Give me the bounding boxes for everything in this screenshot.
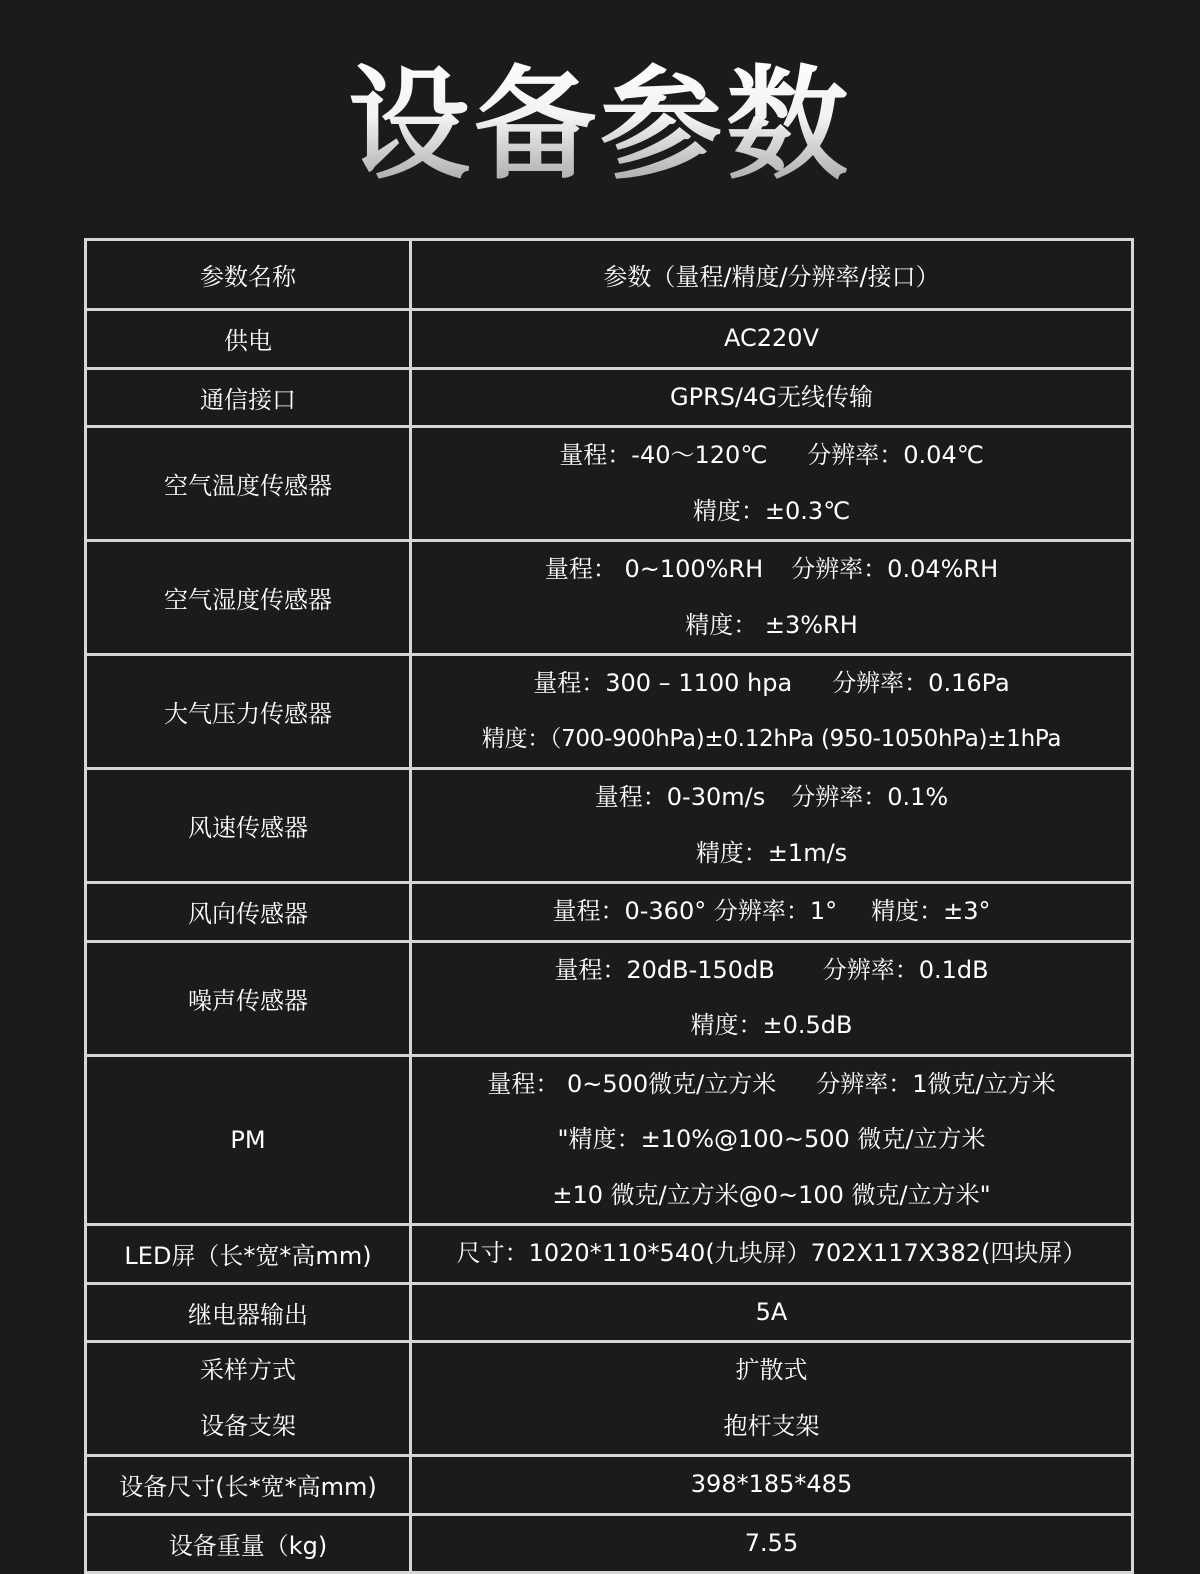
- range-text: 量程： 0~500微克/立方米: [487, 1069, 777, 1098]
- table-row: [86, 883, 1133, 942]
- row-value: [411, 769, 1133, 883]
- row-label: 空气湿度传感器: [86, 541, 411, 655]
- row-label: 设备重量（kg): [86, 1514, 411, 1573]
- row-label: 大气压力传感器: [86, 655, 411, 769]
- row-value: [411, 368, 1133, 427]
- value-line: 398*185*485: [690, 1470, 853, 1498]
- table-row: [86, 1055, 1133, 1225]
- resolution-text: 分辨率：0.04℃: [807, 441, 984, 469]
- value-line: 精度：±1m/s: [695, 838, 848, 867]
- row-label: LED屏（长*宽*高mm): [86, 1225, 411, 1284]
- value-line: 5A: [755, 1297, 788, 1326]
- value-line: 精度：±0.5dB: [690, 1011, 853, 1039]
- table-row: [86, 655, 1133, 769]
- table-header-row: [86, 240, 1133, 310]
- value-line: [418, 770, 1125, 826]
- parameter-table: [84, 238, 1134, 1574]
- range-text: 量程：300 – 1100 hpa: [533, 669, 793, 697]
- resolution-text: 分辨率：0.04%RH: [791, 555, 999, 583]
- row-value: [411, 427, 1133, 541]
- row-value: [411, 1283, 1133, 1342]
- resolution-text: 分辨率：0.16Pa: [832, 669, 1010, 697]
- row-value: [411, 883, 1133, 942]
- value-line: 精度： ±3%RH: [685, 610, 858, 639]
- row-label: 风向传感器: [86, 883, 411, 942]
- value-line: 扩散式: [735, 1356, 808, 1384]
- table-row: [86, 941, 1133, 1055]
- resolution-text: 分辨率：0.1dB: [822, 955, 989, 984]
- row-label-line: 设备支架: [200, 1411, 296, 1440]
- range-text: 量程：0-30m/s: [594, 783, 766, 811]
- row-label: 通信接口: [86, 368, 411, 427]
- range-text: 量程：20dB-150dB: [554, 955, 775, 984]
- table-row: [86, 1456, 1133, 1515]
- row-value: [411, 1342, 1133, 1456]
- row-value: [411, 1514, 1133, 1573]
- value-line: 7.55: [744, 1528, 799, 1557]
- value-line: 精度：（700-900hPa)±0.12hPa (950-1050hPa)±1hPa: [481, 725, 1062, 752]
- table-row: [86, 1283, 1133, 1342]
- table-row: [86, 1514, 1133, 1573]
- table-row: [86, 427, 1133, 541]
- value-line: GPRS/4G无线传输: [670, 382, 873, 411]
- row-label: PM: [86, 1055, 411, 1225]
- value-line: "精度：±10%@100~500 微克/立方米: [557, 1125, 986, 1153]
- row-label: 供电: [86, 310, 411, 369]
- accuracy-text: 精度：±3°: [871, 897, 991, 925]
- row-value: [411, 1055, 1133, 1225]
- table-row: [86, 1342, 1133, 1456]
- table-row: [86, 1225, 1133, 1284]
- table-row: [86, 310, 1133, 369]
- value-line: [418, 1057, 1125, 1113]
- table-row: [86, 368, 1133, 427]
- row-value: [411, 1225, 1133, 1284]
- row-label: 风速传感器: [86, 769, 411, 883]
- value-line: 精度：±0.3℃: [692, 496, 851, 525]
- resolution-text: 分辨率：1微克/立方米: [816, 1069, 1056, 1098]
- row-label: 设备尺寸(长*宽*高mm): [86, 1456, 411, 1515]
- value-line: [418, 428, 1125, 484]
- row-label-line: 采样方式: [200, 1356, 296, 1384]
- value-line: 抱杆支架: [723, 1411, 820, 1440]
- row-value: [411, 310, 1133, 369]
- value-line: ±10 微克/立方米@0~100 微克/立方米": [552, 1180, 991, 1209]
- value-line: [418, 656, 1125, 712]
- row-value: [411, 655, 1133, 769]
- resolution-text: 分辨率：0.1%: [791, 783, 949, 811]
- row-value: [411, 541, 1133, 655]
- row-label: 空气温度传感器: [86, 427, 411, 541]
- value-line: 尺寸：1020*110*540(九块屏）702X117X382(四块屏）: [456, 1239, 1087, 1267]
- range-text: 量程： 0~100%RH: [544, 555, 764, 583]
- row-label: [86, 1342, 411, 1456]
- range-resolution-text: 量程：0-360° 分辨率：1°: [552, 897, 838, 925]
- value-line: AC220V: [724, 324, 819, 352]
- row-value: [411, 941, 1133, 1055]
- row-label: 噪声传感器: [86, 941, 411, 1055]
- row-label: 继电器输出: [86, 1283, 411, 1342]
- row-value: [411, 1456, 1133, 1515]
- table-row: [86, 541, 1133, 655]
- header-cell-value: 参数（量程/精度/分辨率/接口）: [411, 240, 1133, 310]
- value-line: [418, 542, 1125, 598]
- value-line: [418, 884, 1125, 940]
- header-cell-name: 参数名称: [86, 240, 411, 310]
- page-title: 设备参数: [0, 50, 1200, 200]
- range-text: 量程：-40～120℃: [559, 441, 768, 469]
- table-row: [86, 769, 1133, 883]
- value-line: [418, 943, 1125, 999]
